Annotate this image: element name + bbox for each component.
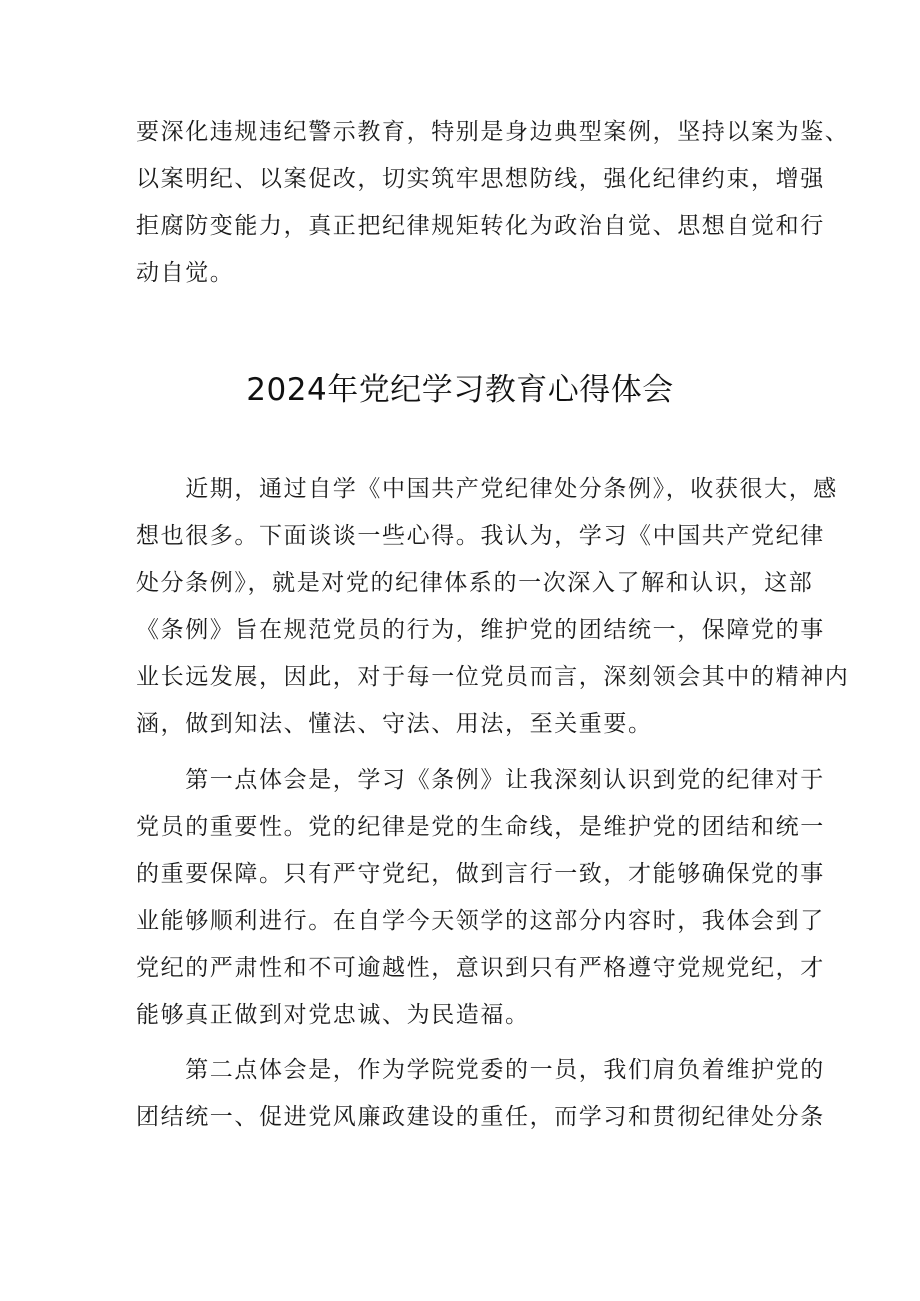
- paragraph-line: 的重要保障。只有严守党纪，做到言行一致，才能够确保党的事: [136, 861, 825, 887]
- paragraph-line: 涵，做到知法、懂法、守法、用法，至关重要。: [136, 711, 653, 737]
- paragraph-line: 处分条例》，就是对党的纪律体系的一次深入了解和认识，这部: [136, 570, 814, 596]
- intro-line: 要深化违规违纪警示教育，特别是身边典型案例，坚持以案为鉴、: [136, 119, 850, 145]
- paragraph-first-point: [136, 757, 825, 1039]
- paragraph-line: 团结统一、促进党风廉政建设的重任，而学习和贯彻纪律处分条: [136, 1104, 825, 1130]
- paragraph-line: 业长远发展，因此，对于每一位党员而言，深刻领会其中的精神内: [136, 664, 850, 690]
- paragraph-intro-reflection: [136, 466, 850, 748]
- paragraph-line: 第一点体会是，学习《条例》让我深刻认识到党的纪律对于: [136, 767, 825, 793]
- intro-line: 以案明纪、以案促改，切实筑牢思想防线，强化纪律约束，增强: [136, 166, 825, 192]
- paragraph-line: 近期，通过自学《中国共产党纪律处分条例》，收获很大，感: [136, 476, 838, 502]
- paragraph-line: 业能够顺利进行。在自学今天领学的这部分内容时，我体会到了: [136, 908, 825, 934]
- document-title: 2024年党纪学习教育心得体会: [246, 372, 674, 408]
- intro-paragraph: [136, 109, 850, 297]
- paragraph-line: 能够真正做到对党忠诚、为民造福。: [136, 1002, 530, 1028]
- paragraph-line: 想也很多。下面谈谈一些心得。我认为，学习《中国共产党纪律: [136, 523, 825, 549]
- paragraph-line: 第二点体会是，作为学院党委的一员，我们肩负着维护党的: [136, 1057, 825, 1083]
- intro-line: 拒腐防变能力，真正把纪律规矩转化为政治自觉、思想自觉和行: [136, 213, 825, 239]
- paragraph-line: 党纪的严肃性和不可逾越性，意识到只有严格遵守党规党纪，才: [136, 955, 825, 981]
- paragraph-line: 《条例》旨在规范党员的行为，维护党的团结统一，保障党的事: [136, 617, 825, 643]
- intro-line: 动自觉。: [136, 260, 235, 286]
- paragraph-line: 党员的重要性。党的纪律是党的生命线，是维护党的团结和统一: [136, 814, 825, 840]
- paragraph-second-point: [136, 1047, 825, 1141]
